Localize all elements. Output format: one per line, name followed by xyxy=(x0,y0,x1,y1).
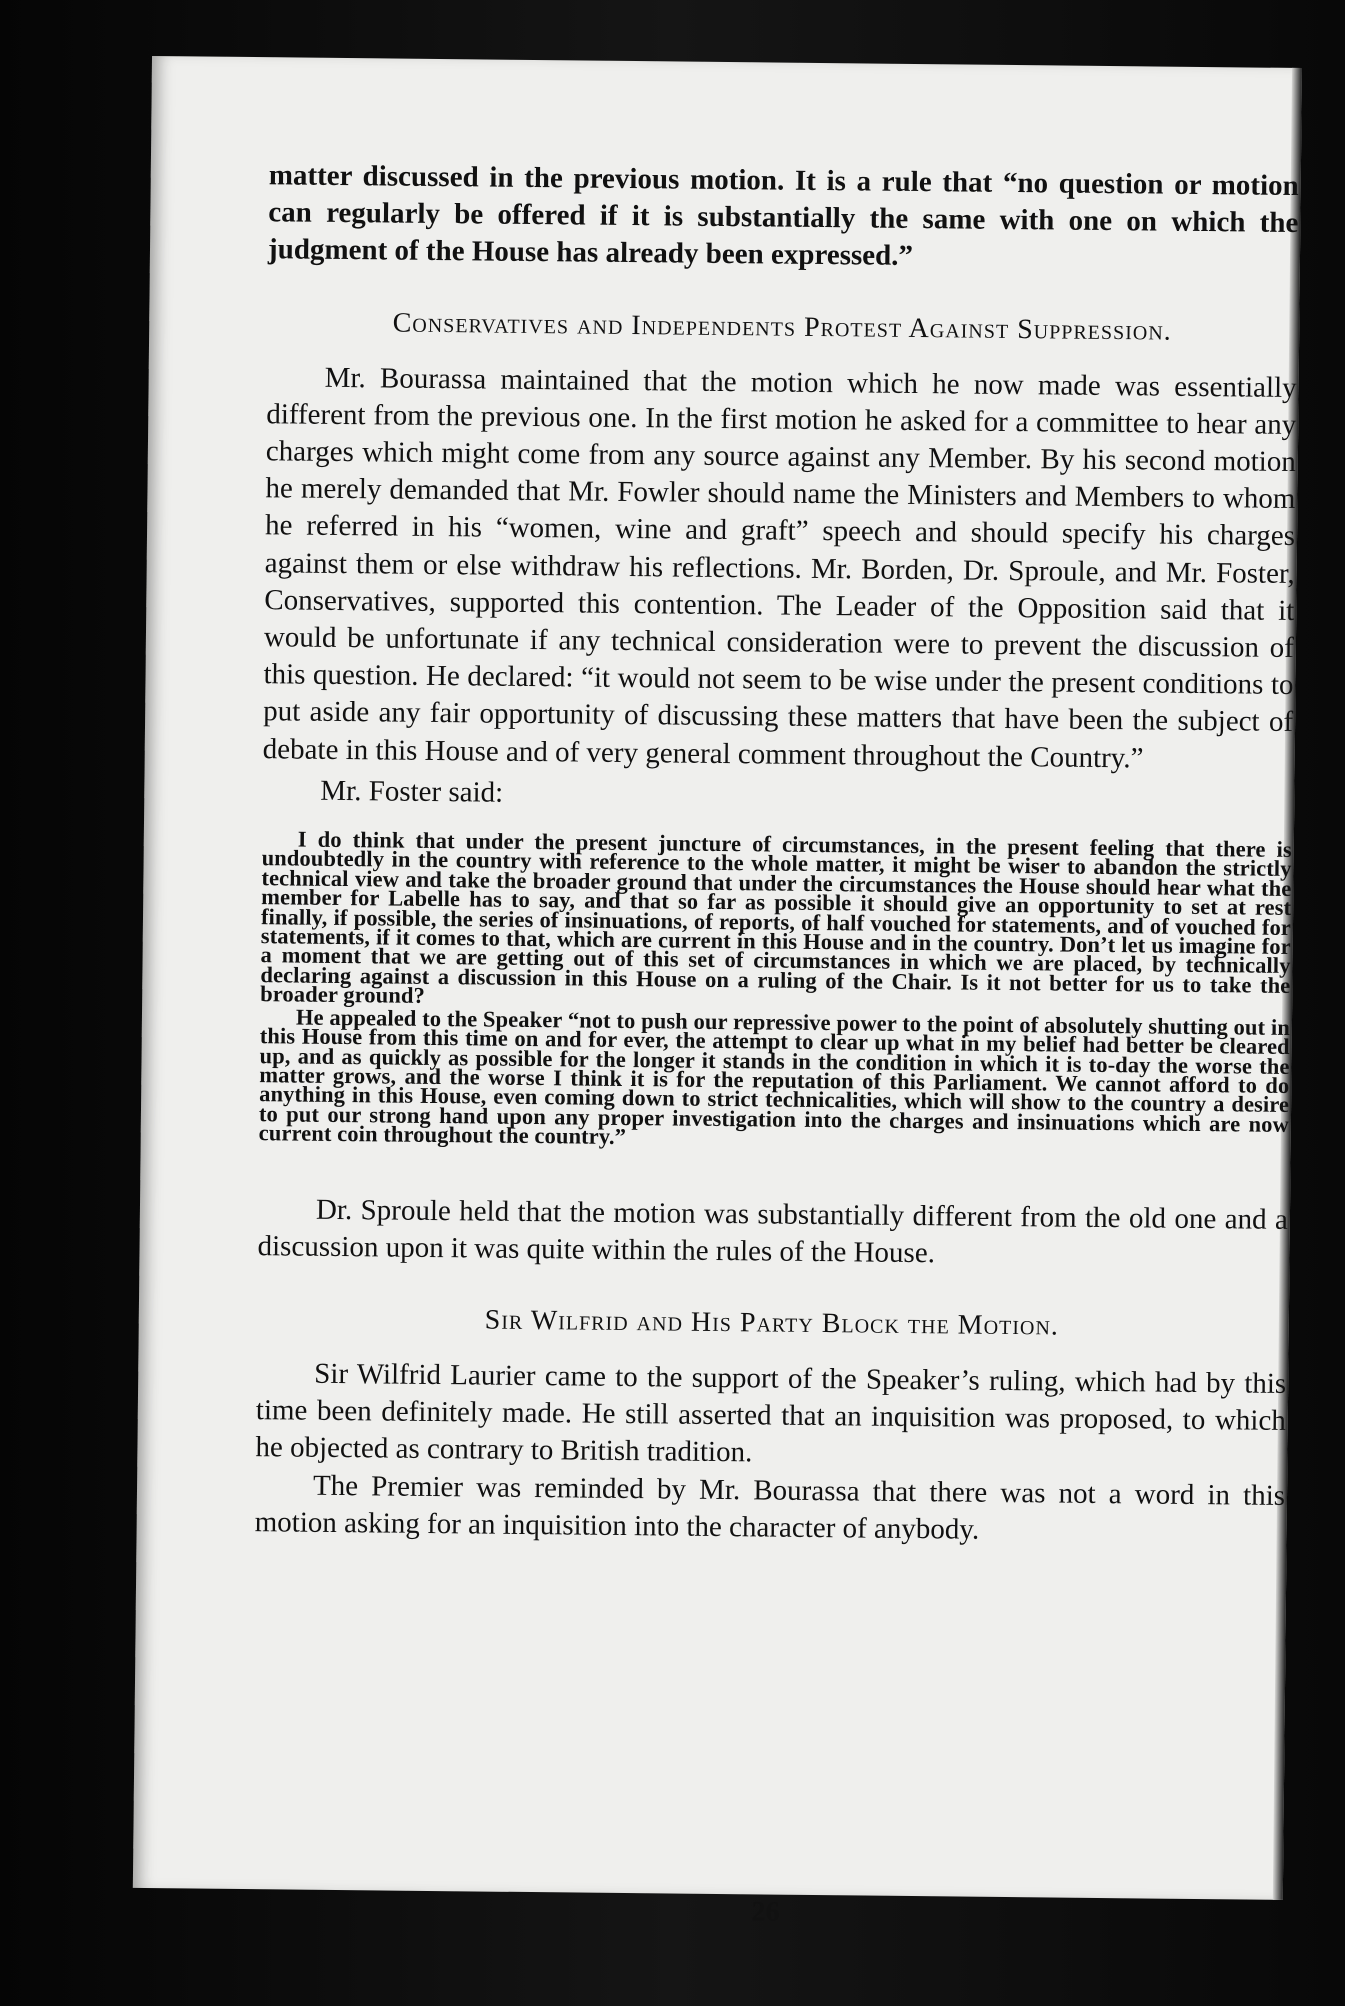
foster-said-line: Mr. Foster said: xyxy=(320,774,504,809)
page-content xyxy=(254,157,1299,1928)
section-heading-protest: Conservatives and Independents Protest Against Suppression. xyxy=(392,307,1172,347)
document-page xyxy=(133,56,1302,1928)
page-number: 26 xyxy=(751,1896,780,1928)
foster-quote-1: I do think that under the present juncture of circumstances, in the present feeling that there is undoubtedly in the country with reference to the whole matter, it might be wiser to abandon the strictly technical view and take the broader ground that under the circumstances the House should hear what the member for Labelle has to say, and that so far as possible it should give an opportunity to set at rest finally, if possible, the series of insinuations, of reports, of half vouched for statements, and of vouched for statements, if it comes to that, which are current in this House and in the country. Don’t let us imagine for a moment that we are getting out of this set of circumstances in which we are placed, by technically declaring against a discussion in this House on a ruling of the Chair. Is it not better for us to take the broader ground? xyxy=(260,826,1292,1009)
opening-paragraph: matter discussed in the previous motion. It is a rule that “no question or motion can regularly be offered if it is substantially the same with one on which the judgment of the House has already been expressed.” xyxy=(267,159,1299,273)
section-heading-laurier: Sir Wilfrid and His Party Block the Motion. xyxy=(484,1304,1060,1342)
premier-paragraph: The Premier was reminded by Mr. Bourassa that there was not a word in this motion asking for an inquisition into the character of anybody. xyxy=(254,1469,1286,1546)
bourassa-paragraph: Mr. Bourassa maintained that the motion which he now made was essentially different from the previous one. In the first motion he asked for a committee to hear any charges which might come from any source against any Member. By his second motion he merely demanded that Mr. Fowler should name the Ministers and Members to whom he referred in his “women, wine and graft” speech and should specify his charges against them or else withdraw his reflections. Mr. Borden, Dr. Sproule, and Mr. Foster, Conservatives, supported this contention. The Leader of the Opposition said that it would be unfortunate if any technical consideration were to prevent the discussion of this question. He declared: “it would not seem to be wise under the present conditions to put aside any fair opportunity of discussing these matters that have been the subject of debate in this House and of very general comment throughout the Country.” xyxy=(262,361,1297,775)
laurier-paragraph: Sir Wilfrid Laurier came to the support of the Speaker’s ruling, which had by this time been definitely made. He still asserted that an inquisition was proposed, to which he objected as contrary to British tradition. xyxy=(255,1357,1287,1469)
foster-quote-2: He appealed to the Speaker “not to push our repressive power to the point of absolutely shutting out in this House from this time on and for ever, the attempt to clear up what in my belief had better be cleared up, and as quickly as possible for the longer it stands in the condition in which it is to-day the worse the matter grows, and the worse I think it is for the reputation of this Parliament. We cannot afford to do anything in this House, even coming down to strict technicalities, which will show to the country a desire to put our strong hand upon any proper investigation into the charges and insinuations which are now current coin throughout the country.” xyxy=(258,1004,1291,1150)
sproule-paragraph: Dr. Sproule held that the motion was substantially different from the old one and a discussion upon it was quite within the rules of the House. xyxy=(257,1193,1289,1269)
